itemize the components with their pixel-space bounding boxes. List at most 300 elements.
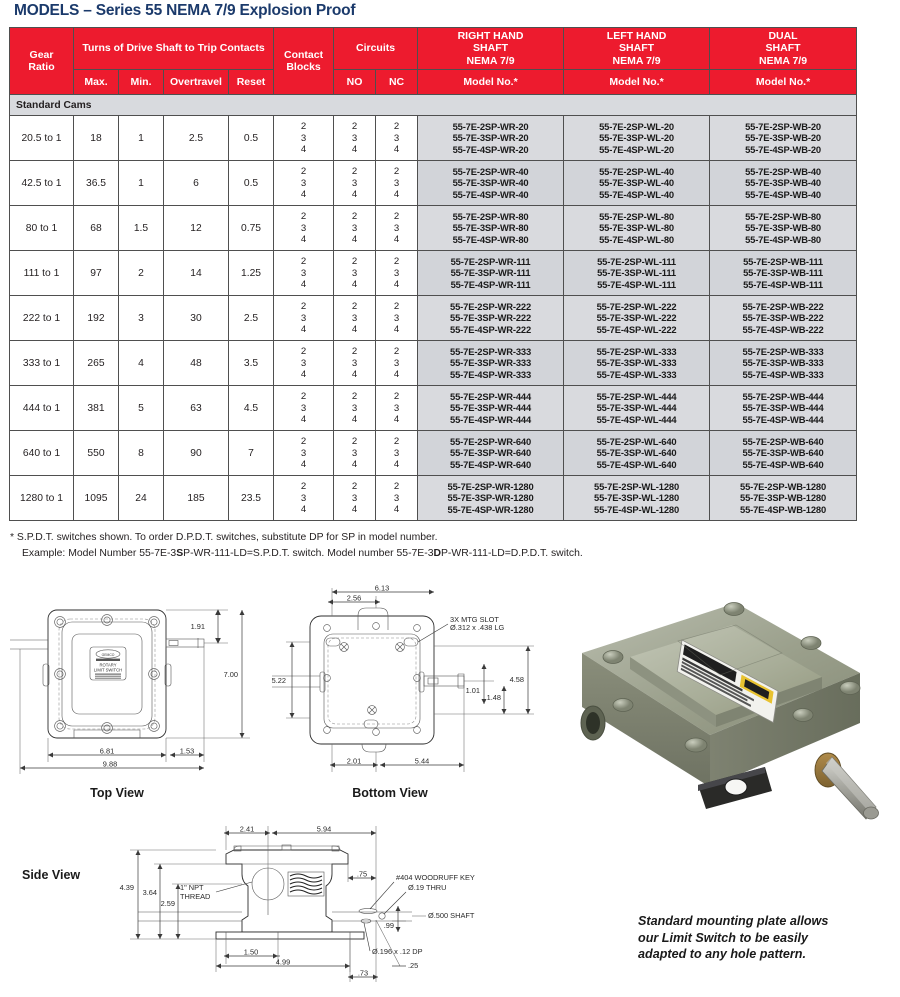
table-row xyxy=(10,116,857,161)
bottom-view-dim-5-22: 5.22 xyxy=(271,676,286,685)
footnote-line-1: * S.P.D.T. switches shown. To order D.P.D.T. switches, substitute DP for SP in model number. xyxy=(10,532,438,543)
top-view-dim-1-53: 1.53 xyxy=(179,746,195,756)
stack-value: 2 xyxy=(393,121,400,133)
model-number: 55-7E-2SP-WB-40 xyxy=(745,165,821,177)
model-number: 55-7E-2SP-WB-444 xyxy=(742,390,824,402)
stack-value: 4 xyxy=(300,143,307,155)
stack-value: 3 xyxy=(393,132,400,144)
side-view-dim-2-41: 2.41 xyxy=(239,824,255,834)
cell-turns-overtravel: 90 xyxy=(164,431,229,476)
stack-value: 3 xyxy=(300,177,307,189)
model-number: 55-7E-4SP-WB-111 xyxy=(743,278,823,290)
model-number: 55-7E-4SP-WB-40 xyxy=(745,188,821,200)
col-header-turns-group: Turns of Drive Shaft to Trip Contacts xyxy=(74,28,274,70)
model-number: 55-7E-3SP-WR-640 xyxy=(450,447,532,459)
stack-value: 2 xyxy=(351,256,358,268)
top-view-caption: Top View xyxy=(90,786,144,800)
col-header-overtravel: Overtravel xyxy=(164,70,229,95)
side-view-dim-0-75: .75 xyxy=(356,869,368,879)
footnotes xyxy=(10,530,880,561)
model-number: 55-7E-3SP-WR-222 xyxy=(450,312,532,324)
cell-circuits-no xyxy=(334,206,376,251)
stack-value: 4 xyxy=(300,503,307,515)
product-photo-block xyxy=(560,595,900,997)
col-header-max: Max. xyxy=(74,70,119,95)
cell-turns-reset: 0.5 xyxy=(229,161,274,206)
stack-value: 2 xyxy=(300,211,307,223)
photo-caption-line1: Standard mounting plate allows xyxy=(638,914,829,928)
cell-turns-overtravel: 6 xyxy=(164,161,229,206)
stack-value: 2 xyxy=(300,301,307,313)
model-number: 55-7E-3SP-WL-80 xyxy=(599,222,674,234)
model-number: 55-7E-4SP-WB-333 xyxy=(742,368,824,380)
stack-value: 4 xyxy=(351,458,358,470)
model-number: 55-7E-2SP-WL-111 xyxy=(597,255,676,267)
model-number: 55-7E-4SP-WB-640 xyxy=(742,458,824,470)
stack-value: 2 xyxy=(393,256,400,268)
cell-turns-max: 265 xyxy=(74,341,119,386)
side-view-dim-0-73: .73 xyxy=(357,968,369,978)
model-number: 55-7E-2SP-WL-80 xyxy=(599,210,674,222)
model-number: 55-7E-4SP-WB-80 xyxy=(745,233,821,245)
stack-value: 3 xyxy=(351,402,358,414)
stack-value: 2 xyxy=(300,121,307,133)
model-number: 55-7E-2SP-WL-1280 xyxy=(594,480,680,492)
cell-model-left-hand xyxy=(564,296,710,341)
top-view-nameplate-line1: ROTARY xyxy=(99,662,117,668)
side-view-dim-0-99: .99 xyxy=(383,921,394,930)
stack-value: 4 xyxy=(351,233,358,245)
model-number: 55-7E-2SP-WR-1280 xyxy=(447,480,534,492)
cell-turns-max: 381 xyxy=(74,386,119,431)
cell-model-dual xyxy=(710,206,857,251)
model-number: 55-7E-2SP-WB-111 xyxy=(743,255,823,267)
side-view-caption: Side View xyxy=(22,868,81,882)
stack-value: 2 xyxy=(351,391,358,403)
stack-value: 4 xyxy=(300,458,307,470)
section-band-label: Standard Cams xyxy=(10,95,857,116)
cell-model-right-hand xyxy=(418,116,564,161)
stack-value: 4 xyxy=(351,413,358,425)
left-hand-line1: LEFT HAND xyxy=(606,30,667,42)
stack-value: 3 xyxy=(351,447,358,459)
stack-value: 3 xyxy=(393,177,400,189)
model-number: 55-7E-2SP-WR-444 xyxy=(450,390,532,402)
left-hand-line2: SHAFT xyxy=(619,42,655,55)
model-number: 55-7E-3SP-WR-333 xyxy=(450,357,532,369)
cell-circuits-no xyxy=(334,386,376,431)
stack-value: 2 xyxy=(300,346,307,358)
stack-value: 3 xyxy=(393,447,400,459)
bottom-view-dim-2-01: 2.01 xyxy=(346,756,362,766)
cell-circuits-no xyxy=(334,476,376,521)
stack-value: 3 xyxy=(300,402,307,414)
cell-model-left-hand xyxy=(564,386,710,431)
model-number: 55-7E-4SP-WB-222 xyxy=(742,323,824,335)
cell-turns-min: 3 xyxy=(119,296,164,341)
stack-value: 4 xyxy=(351,188,358,200)
cell-turns-overtravel: 63 xyxy=(164,386,229,431)
model-number: 55-7E-2SP-WR-222 xyxy=(450,300,532,312)
stack-value: 4 xyxy=(300,323,307,335)
right-hand-line1: RIGHT HAND xyxy=(457,30,524,42)
bottom-view-drawing xyxy=(271,583,542,786)
rotary-limit-switch-photo xyxy=(560,595,900,915)
model-number: 55-7E-2SP-WL-222 xyxy=(596,300,677,312)
stack-value: 2 xyxy=(300,166,307,178)
table-row xyxy=(10,386,857,431)
col-header-model-no-right: Model No.* xyxy=(418,70,564,95)
cell-circuits-nc xyxy=(376,296,418,341)
gear-ratio-line2: Ratio xyxy=(28,61,55,74)
cell-contact-blocks xyxy=(274,251,334,296)
cell-model-dual xyxy=(710,296,857,341)
cell-turns-overtravel: 2.5 xyxy=(164,116,229,161)
table-header xyxy=(10,28,857,95)
model-number: 55-7E-4SP-WR-80 xyxy=(452,233,529,245)
model-number: 55-7E-4SP-WL-444 xyxy=(596,413,677,425)
photo-caption-line2: our Limit Switch to be easily xyxy=(638,930,809,945)
cell-contact-blocks xyxy=(274,341,334,386)
bottom-view-dim-1-48: 1.48 xyxy=(486,693,501,702)
model-number: 55-7E-3SP-WB-1280 xyxy=(740,492,827,504)
model-number: 55-7E-4SP-WL-222 xyxy=(596,323,677,335)
model-number: 55-7E-2SP-WR-111 xyxy=(450,255,531,267)
stack-value: 4 xyxy=(300,368,307,380)
stack-value: 2 xyxy=(351,166,358,178)
model-number: 55-7E-2SP-WB-1280 xyxy=(740,480,827,492)
cell-circuits-nc xyxy=(376,251,418,296)
model-number: 55-7E-2SP-WB-20 xyxy=(745,120,821,132)
table-row xyxy=(10,476,857,521)
cell-model-right-hand xyxy=(418,206,564,251)
stack-value: 2 xyxy=(351,211,358,223)
col-header-circuits: Circuits xyxy=(334,28,418,70)
stack-value: 3 xyxy=(393,402,400,414)
model-number: 55-7E-4SP-WR-111 xyxy=(450,278,531,290)
model-number: 55-7E-3SP-WR-80 xyxy=(452,222,529,234)
model-number: 55-7E-2SP-WL-333 xyxy=(596,345,677,357)
dual-line3: NEMA 7/9 xyxy=(759,54,808,67)
top-view-nameplate-line2: LIMIT SWITCH xyxy=(93,667,123,673)
cell-turns-max: 97 xyxy=(74,251,119,296)
stack-value: 2 xyxy=(351,346,358,358)
stack-value: 4 xyxy=(300,188,307,200)
stack-value: 4 xyxy=(393,143,400,155)
cell-model-right-hand xyxy=(418,296,564,341)
top-view-dim-7-00: 7.00 xyxy=(223,670,238,679)
cell-model-dual xyxy=(710,251,857,296)
model-number: 55-7E-3SP-WR-444 xyxy=(450,402,532,414)
gear-ratio-line1: Gear xyxy=(29,48,54,61)
cell-turns-min: 1 xyxy=(119,116,164,161)
cell-model-dual xyxy=(710,161,857,206)
side-view-dim-4-39: 4.39 xyxy=(119,883,134,892)
model-number: 55-7E-3SP-WB-222 xyxy=(742,312,824,324)
cell-turns-reset: 0.75 xyxy=(229,206,274,251)
model-number: 55-7E-3SP-WR-40 xyxy=(452,177,529,189)
footnote-2-part-c: P-WR-111-LD=S.P.D.T. switch. Model number 55-7E-3 xyxy=(183,547,434,559)
cell-contact-blocks xyxy=(274,431,334,476)
cell-model-right-hand xyxy=(418,161,564,206)
side-view-drawing xyxy=(20,820,540,990)
stack-value: 2 xyxy=(393,346,400,358)
model-number: 55-7E-4SP-WR-640 xyxy=(450,458,532,470)
model-number: 55-7E-4SP-WB-1280 xyxy=(740,503,827,515)
stack-value: 3 xyxy=(351,492,358,504)
cell-circuits-no xyxy=(334,116,376,161)
stack-value: 2 xyxy=(393,391,400,403)
model-number: 55-7E-3SP-WB-80 xyxy=(745,222,821,234)
stack-value: 3 xyxy=(300,267,307,279)
cell-turns-reset: 1.25 xyxy=(229,251,274,296)
model-number: 55-7E-3SP-WR-20 xyxy=(452,132,529,144)
model-number: 55-7E-3SP-WB-444 xyxy=(742,402,824,414)
cell-circuits-no xyxy=(334,161,376,206)
stack-value: 3 xyxy=(351,312,358,324)
dual-line2: SHAFT xyxy=(765,42,801,55)
model-number: 55-7E-2SP-WB-80 xyxy=(745,210,821,222)
cell-circuits-no xyxy=(334,296,376,341)
cell-model-dual xyxy=(710,386,857,431)
cell-model-dual xyxy=(710,116,857,161)
stack-value: 4 xyxy=(300,233,307,245)
cell-turns-reset: 7 xyxy=(229,431,274,476)
page-title: MODELS – Series 55 NEMA 7/9 Explosion Proof xyxy=(14,2,356,19)
stack-value: 4 xyxy=(393,413,400,425)
col-header-gear-ratio xyxy=(10,28,74,95)
model-number: 55-7E-4SP-WR-333 xyxy=(450,368,532,380)
cell-turns-overtravel: 14 xyxy=(164,251,229,296)
stack-value: 3 xyxy=(393,222,400,234)
model-number: 55-7E-2SP-WL-40 xyxy=(599,165,674,177)
stack-value: 2 xyxy=(351,436,358,448)
bottom-view-note-line1: 3X MTG SLOT xyxy=(450,615,499,624)
cell-turns-min: 5 xyxy=(119,386,164,431)
stack-value: 3 xyxy=(351,267,358,279)
side-view-label-npt-line1: 1" NPT xyxy=(180,883,204,892)
photo-caption-line3: adapted to any hole pattern. xyxy=(638,947,806,962)
table-row xyxy=(10,206,857,251)
model-number: 55-7E-2SP-WB-222 xyxy=(742,300,824,312)
model-number: 55-7E-4SP-WL-640 xyxy=(596,458,677,470)
cell-model-right-hand xyxy=(418,431,564,476)
cell-turns-max: 550 xyxy=(74,431,119,476)
cell-model-right-hand xyxy=(418,386,564,431)
cell-gear-ratio: 111 to 1 xyxy=(10,251,74,296)
col-header-min: Min. xyxy=(119,70,164,95)
cell-turns-reset: 3.5 xyxy=(229,341,274,386)
model-number: 55-7E-3SP-WL-40 xyxy=(599,177,674,189)
model-number: 55-7E-4SP-WB-20 xyxy=(745,143,821,155)
table-row xyxy=(10,296,857,341)
cell-model-left-hand xyxy=(564,116,710,161)
model-number: 55-7E-3SP-WB-111 xyxy=(743,267,823,279)
stack-value: 3 xyxy=(300,222,307,234)
cell-model-right-hand xyxy=(418,476,564,521)
model-number: 55-7E-2SP-WB-640 xyxy=(742,435,824,447)
cell-turns-min: 1 xyxy=(119,161,164,206)
stack-value: 3 xyxy=(300,312,307,324)
left-hand-line3: NEMA 7/9 xyxy=(612,54,661,67)
cell-circuits-nc xyxy=(376,431,418,476)
top-view-dim-9-88: 9.88 xyxy=(102,759,118,769)
stack-value: 3 xyxy=(351,132,358,144)
cell-circuits-nc xyxy=(376,116,418,161)
stack-value: 4 xyxy=(393,278,400,290)
header-row-secondary xyxy=(10,70,857,95)
model-number: 55-7E-3SP-WB-333 xyxy=(742,357,824,369)
cell-turns-overtravel: 12 xyxy=(164,206,229,251)
cell-circuits-nc xyxy=(376,206,418,251)
model-number: 55-7E-4SP-WR-1280 xyxy=(447,503,534,515)
side-view-dim-3-64: 3.64 xyxy=(142,888,157,897)
model-number: 55-7E-4SP-WR-40 xyxy=(452,188,529,200)
cell-circuits-nc xyxy=(376,476,418,521)
cell-turns-overtravel: 30 xyxy=(164,296,229,341)
stack-value: 3 xyxy=(393,492,400,504)
stack-value: 2 xyxy=(300,481,307,493)
cell-turns-max: 192 xyxy=(74,296,119,341)
model-number: 55-7E-2SP-WR-40 xyxy=(452,165,529,177)
stack-value: 2 xyxy=(351,301,358,313)
col-header-model-no-dual: Model No.* xyxy=(710,70,857,95)
model-number: 55-7E-3SP-WL-1280 xyxy=(594,492,680,504)
col-header-left-hand-shaft xyxy=(564,28,710,70)
model-number: 55-7E-2SP-WB-333 xyxy=(742,345,824,357)
model-number: 55-7E-4SP-WL-333 xyxy=(596,368,677,380)
stack-value: 4 xyxy=(393,233,400,245)
stack-value: 2 xyxy=(393,211,400,223)
models-spec-table xyxy=(9,27,857,521)
stack-value: 4 xyxy=(393,323,400,335)
stack-value: 3 xyxy=(393,267,400,279)
model-number: 55-7E-3SP-WB-640 xyxy=(742,447,824,459)
footnote-2-part-e: P-WR-111-LD=D.P.D.T. switch. xyxy=(441,547,583,559)
table-row xyxy=(10,251,857,296)
footnote-2-emphasis-s: S xyxy=(176,547,184,559)
stack-value: 4 xyxy=(393,368,400,380)
cell-turns-max: 18 xyxy=(74,116,119,161)
stack-value: 4 xyxy=(393,188,400,200)
model-number: 55-7E-3SP-WL-20 xyxy=(599,132,674,144)
cell-gear-ratio: 222 to 1 xyxy=(10,296,74,341)
cell-turns-reset: 2.5 xyxy=(229,296,274,341)
cell-contact-blocks xyxy=(274,476,334,521)
stack-value: 2 xyxy=(393,301,400,313)
stack-value: 3 xyxy=(300,357,307,369)
model-number: 55-7E-3SP-WL-333 xyxy=(596,357,677,369)
stack-value: 3 xyxy=(300,132,307,144)
table-body xyxy=(10,95,857,521)
stack-value: 3 xyxy=(393,312,400,324)
stack-value: 3 xyxy=(351,222,358,234)
stack-value: 2 xyxy=(351,121,358,133)
cell-turns-reset: 0.5 xyxy=(229,116,274,161)
cell-turns-max: 36.5 xyxy=(74,161,119,206)
cell-circuits-no xyxy=(334,431,376,476)
photo-caption xyxy=(638,913,900,963)
side-view-label-thru: Ø.19 THRU xyxy=(408,883,447,892)
side-view-label-shaft: Ø.500 SHAFT xyxy=(428,911,475,920)
contact-blocks-line1: Contact xyxy=(283,48,324,61)
cell-model-left-hand xyxy=(564,206,710,251)
model-number: 55-7E-2SP-WR-80 xyxy=(452,210,529,222)
model-number: 55-7E-4SP-WR-222 xyxy=(450,323,532,335)
side-view-label-tap: Ø.196 x .12 DP xyxy=(372,947,423,956)
col-header-reset: Reset xyxy=(229,70,274,95)
cell-model-left-hand xyxy=(564,161,710,206)
cell-circuits-nc xyxy=(376,341,418,386)
cell-model-dual xyxy=(710,476,857,521)
stack-value: 2 xyxy=(351,481,358,493)
cell-gear-ratio: 333 to 1 xyxy=(10,341,74,386)
cell-turns-overtravel: 185 xyxy=(164,476,229,521)
stack-value: 2 xyxy=(300,256,307,268)
side-view-label-npt-line2: THREAD xyxy=(180,892,211,901)
model-number: 55-7E-3SP-WL-640 xyxy=(596,447,677,459)
cell-turns-max: 68 xyxy=(74,206,119,251)
cell-model-left-hand xyxy=(564,251,710,296)
cell-contact-blocks xyxy=(274,161,334,206)
side-view-dim-4-99: 4.99 xyxy=(275,957,291,967)
side-view-dim-5-94: 5.94 xyxy=(316,824,332,834)
stack-value: 2 xyxy=(393,166,400,178)
model-number: 55-7E-4SP-WL-40 xyxy=(599,188,674,200)
model-number: 55-7E-4SP-WL-80 xyxy=(599,233,674,245)
model-number: 55-7E-3SP-WL-222 xyxy=(596,312,677,324)
stack-value: 3 xyxy=(300,447,307,459)
cell-model-right-hand xyxy=(418,251,564,296)
model-number: 55-7E-3SP-WL-444 xyxy=(596,402,677,414)
cell-turns-min: 1.5 xyxy=(119,206,164,251)
cell-model-left-hand xyxy=(564,431,710,476)
top-view-dim-6-81: 6.81 xyxy=(99,746,115,756)
side-view-dim-0-25: .25 xyxy=(408,961,419,970)
stack-value: 2 xyxy=(393,436,400,448)
bottom-view-caption: Bottom View xyxy=(352,786,428,800)
model-number: 55-7E-2SP-WL-444 xyxy=(596,390,677,402)
cell-contact-blocks xyxy=(274,206,334,251)
table-row xyxy=(10,161,857,206)
model-number: 55-7E-4SP-WL-20 xyxy=(599,143,674,155)
stack-value: 3 xyxy=(300,492,307,504)
stack-value: 4 xyxy=(300,278,307,290)
bottom-view-note-line2: Ø.312 x .438 LG xyxy=(450,623,505,632)
cell-circuits-no xyxy=(334,341,376,386)
stack-value: 3 xyxy=(393,357,400,369)
model-number: 55-7E-4SP-WL-111 xyxy=(597,278,676,290)
table-row xyxy=(10,431,857,476)
stack-value: 4 xyxy=(393,503,400,515)
stack-value: 4 xyxy=(351,503,358,515)
header-row-primary xyxy=(10,28,857,70)
stack-value: 4 xyxy=(351,323,358,335)
model-number: 55-7E-3SP-WL-111 xyxy=(597,267,676,279)
cell-turns-reset: 4.5 xyxy=(229,386,274,431)
table-row xyxy=(10,341,857,386)
model-number: 55-7E-4SP-WB-444 xyxy=(742,413,824,425)
model-number: 55-7E-2SP-WL-20 xyxy=(599,120,674,132)
cell-contact-blocks xyxy=(274,296,334,341)
model-number: 55-7E-2SP-WR-333 xyxy=(450,345,532,357)
cell-turns-overtravel: 48 xyxy=(164,341,229,386)
footnote-2-emphasis-d: D xyxy=(433,547,441,559)
col-header-model-no-left: Model No.* xyxy=(564,70,710,95)
footnote-line-2 xyxy=(10,546,880,562)
model-number: 55-7E-3SP-WB-40 xyxy=(745,177,821,189)
cell-turns-min: 8 xyxy=(119,431,164,476)
